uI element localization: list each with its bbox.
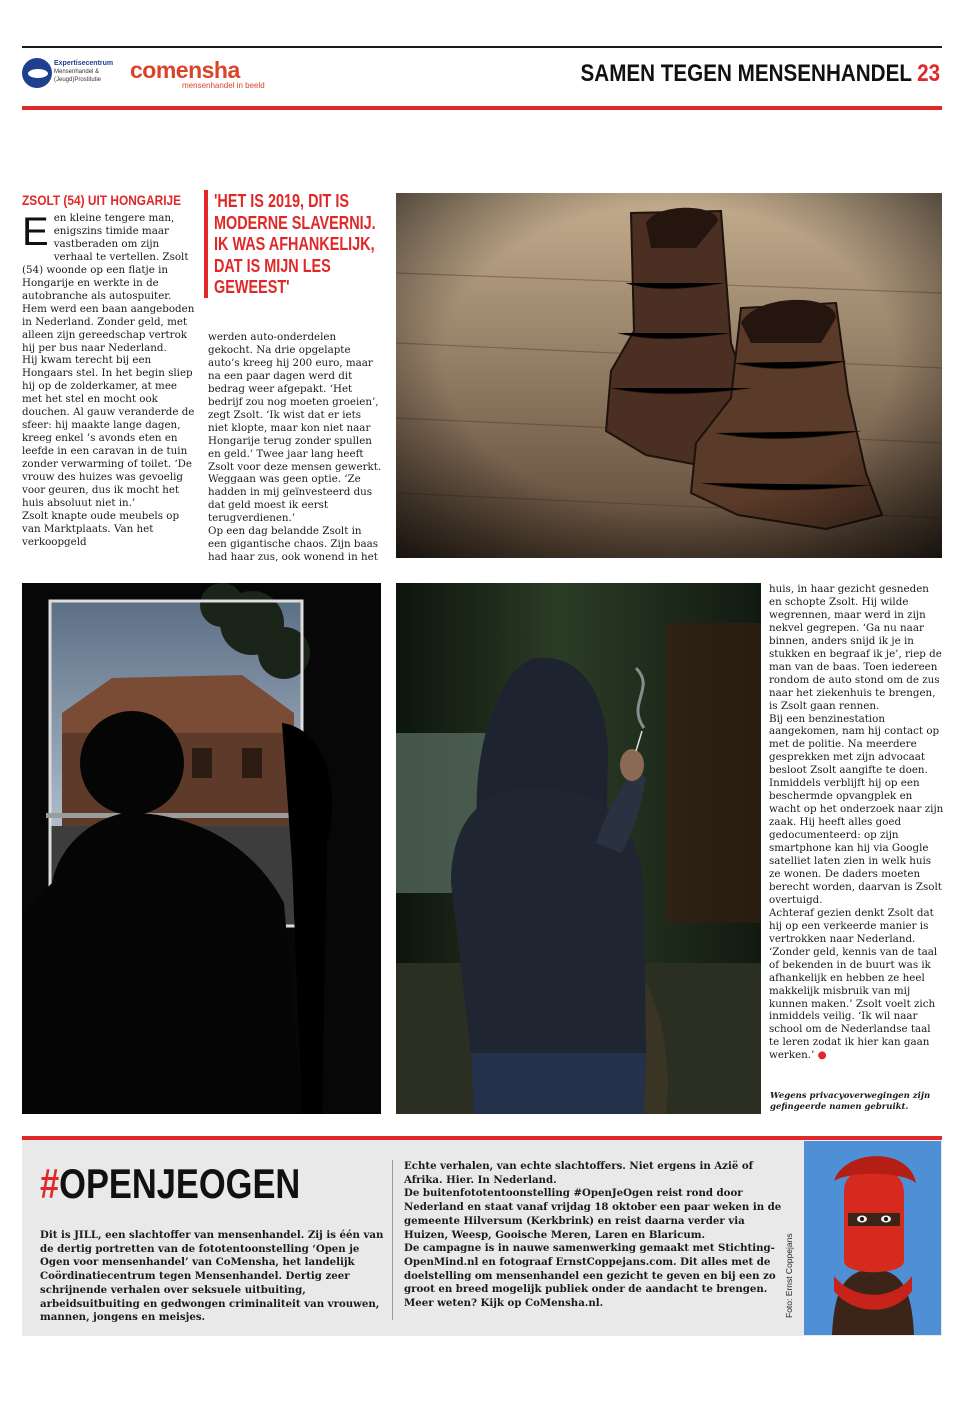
article-paragraph: Bij een benzinestation aangekomen, nam hij contact op met de politie. Na meerdere gesprekken met zijn advocaat besloot Zsolt aangifte te doen. Inmiddels verblijft hij op een beschermde opvangplek en wacht op het onderzoek naar zijn zaak. Hij heeft alles goed gedocumenteerd: op zijn smartphone kan hij via Google satelliet laten zien in welk huis ze wonen. De daders moeten berecht worden, daarvan is Zsolt overtuigd. <box>769 712 944 906</box>
portrait-illustration <box>804 1141 941 1335</box>
section-title-text: SAMEN TEGEN MENSENHANDEL <box>580 60 912 87</box>
openjeogen-title-text: OPENJEOGEN <box>59 1160 301 1207</box>
expertisecentrum-logo-line2: Mensenhandel & <box>54 69 100 75</box>
page-number: 23 <box>917 60 940 87</box>
dropcap: E <box>22 210 49 254</box>
expertisecentrum-logo-line1: Expertisecentrum <box>54 60 114 67</box>
pull-quote-line: GEWEEST' <box>214 276 290 297</box>
article-paragraph: werden auto-onderdelen gekocht. Na drie opgelapte auto’s kreeg hij 200 euro, maar na een paar dagen werd dit bedrag weer afgepakt. ‘Het bedrijf zou nog moeten groeien’, zegt Zsolt. ‘Ik wist dat er iets niet klopte, maar kon niet naar Hongarije terug zonder spullen en geld.’ Twee jaar lang heeft Zsolt voor deze mensen gewerkt. Weggaan was geen optie. ‘Ze hadden in mij geïnvesteerd dus dat geld moest ik eerst terugverdienen.’ <box>208 331 382 525</box>
article-paragraph: Op een dag belandde Zsolt in een gigantische chaos. Zijn baas had haar zus, ook wonend in het <box>208 525 379 564</box>
comensha-logo-name: comensha <box>130 57 240 83</box>
expertisecentrum-logo-icon <box>22 58 52 88</box>
article-column-3 <box>769 583 944 1062</box>
article-column-1 <box>22 212 197 549</box>
window-silhouette-photo <box>22 583 381 1114</box>
openjeogen-paragraph: De campagne is in nauwe samenwerking gemaakt met Stichting-OpenMind.nl en fotograaf ErnstCoppejans.com. Dit alles met de doelstelling om mensenhandel een gezicht te geven en bij een zo groot en breed mogelijk publiek onder de aandacht te brengen. Meer weten? Kijk op CoMensha.nl. <box>404 1242 776 1310</box>
hooded-man-photo <box>396 583 761 1114</box>
openjeogen-title <box>40 1160 300 1208</box>
expertisecentrum-logo-line3: (Jeugd)Prostitutie <box>54 77 102 83</box>
article-paragraph: Zsolt knapte oude meubels op van Marktplaats. Van het verkoopgeld <box>22 509 180 548</box>
end-mark-icon: ● <box>817 1049 827 1062</box>
article-paragraph-text: Achteraf gezien denkt Zsolt dat hij op een verkeerde manier is vertrokken naar Nederland. ‘Zonder geld, kennis van de taal of bekenden in de buurt was ik afhankelijk en hebben ze heel makkelijk misbruik van mij kunnen maken.’ Zsolt voelt zich inmiddels veilig. ‘Ik wil naar school om de Nederlandse taal te leren zodat ik hier kan gaan werken.’ <box>769 906 938 1062</box>
privacy-note: Wegens privacyoverwegingen zijn gefingeerde namen gebruikt. <box>770 1091 931 1112</box>
hooded-man-illustration <box>396 583 761 1114</box>
comensha-logo-tagline: mensenhandel in beeld <box>182 81 265 90</box>
openjeogen-divider <box>392 1160 393 1320</box>
photo-credit: Foto: Ernst Coppejans <box>784 1233 794 1318</box>
pull-quote-line: 'HET IS 2019, DIT IS <box>214 190 349 211</box>
article-headline: ZSOLT (54) UIT HONGARIJE <box>22 192 182 208</box>
openjeogen-left-text: Dit is JILL, een slachtoffer van mensenhandel. Zij is één van de dertig portretten van de fototentoonstelling ‘Open je Ogen voor mensenhandel’ van CoMensha, het landelijk Coördinatiecentrum tegen Mensenhandel. Dertig zeer schrijnende verhalen over seksuele uitbuiting, arbeidsuitbuiting en gedwongen criminaliteit van vrouwen, mannen, jongens en meisjes. <box>40 1229 384 1324</box>
expertisecentrum-logo <box>22 58 122 94</box>
openjeogen-right-text <box>404 1160 789 1311</box>
pull-quote-line: MODERNE SLAVERNIJ. <box>214 211 376 233</box>
section-title <box>580 60 940 88</box>
pull-quote-line: DAT IS MIJN LES <box>214 254 331 276</box>
openjeogen-paragraph: Echte verhalen, van echte slachtoffers. Niet ergens in Azië of Afrika. Hier. In Nederland. <box>404 1160 754 1186</box>
comensha-logo <box>130 58 265 90</box>
article-paragraph: huis, in haar gezicht gesneden en schopte Zsolt. Hij wilde wegrennen, maar werd in zijn nekvel gegrepen. ‘Ga nu naar binnen, anders snijd ik je in stukken en begraaf ik je’, riep de man van de baas. Toen iedereen rondom de auto stond om de zus naar het ziekenhuis te brengen, is Zsolt gaan rennen. <box>769 583 942 712</box>
article-column-2 <box>208 331 383 564</box>
header-red-rule <box>22 106 942 110</box>
header-top-rule <box>22 46 942 48</box>
article-paragraph <box>769 907 944 1062</box>
article-paragraph <box>22 212 197 354</box>
boots-illustration <box>396 193 942 558</box>
window-illustration <box>22 583 381 1114</box>
boots-photo <box>396 193 942 558</box>
pull-quote <box>204 190 386 298</box>
openjeogen-hash: # <box>40 1160 60 1207</box>
openjeogen-paragraph: De buitenfototentoonstelling #OpenJeOgen reist rond door Nederland en staat vanaf vrijdag 18 oktober een paar weken in de gemeente Hilversum (Kerkbrink) en reist daarna verder via Huizen, Weesp, Gooische Meren, Laren en Blaricum. <box>404 1187 782 1241</box>
article-paragraph: Hij kwam terecht bij een Hongaars stel. In het begin sliep hij op de zolderkamer, at mee met het stel en mocht ook douchen. Al gauw veranderde de sfeer: hij maakte lange dagen, kreeg enkel ’s avonds eten en leefde in een caravan in de tuin zonder verwarming of toilet. ‘De vrouw des huizes was gevoelig voor geuren, dus ik mocht het huis absoluut niet in.’ <box>22 354 195 509</box>
article-paragraph-text: en kleine tengere man, enigszins timide maar vastberaden om zijn verhaal te vertellen. Zsolt (54) woonde op een flatje in Hongarije en werkte in de autobranche als autospuiter. Hem werd een baan aangeboden in Nederland. Zonder geld, met alleen zijn gereedschap vertrok hij per bus naar Nederland. <box>22 212 195 354</box>
jill-portrait-photo <box>804 1141 941 1335</box>
pull-quote-line: IK WAS AFHANKELIJK, <box>214 233 375 254</box>
